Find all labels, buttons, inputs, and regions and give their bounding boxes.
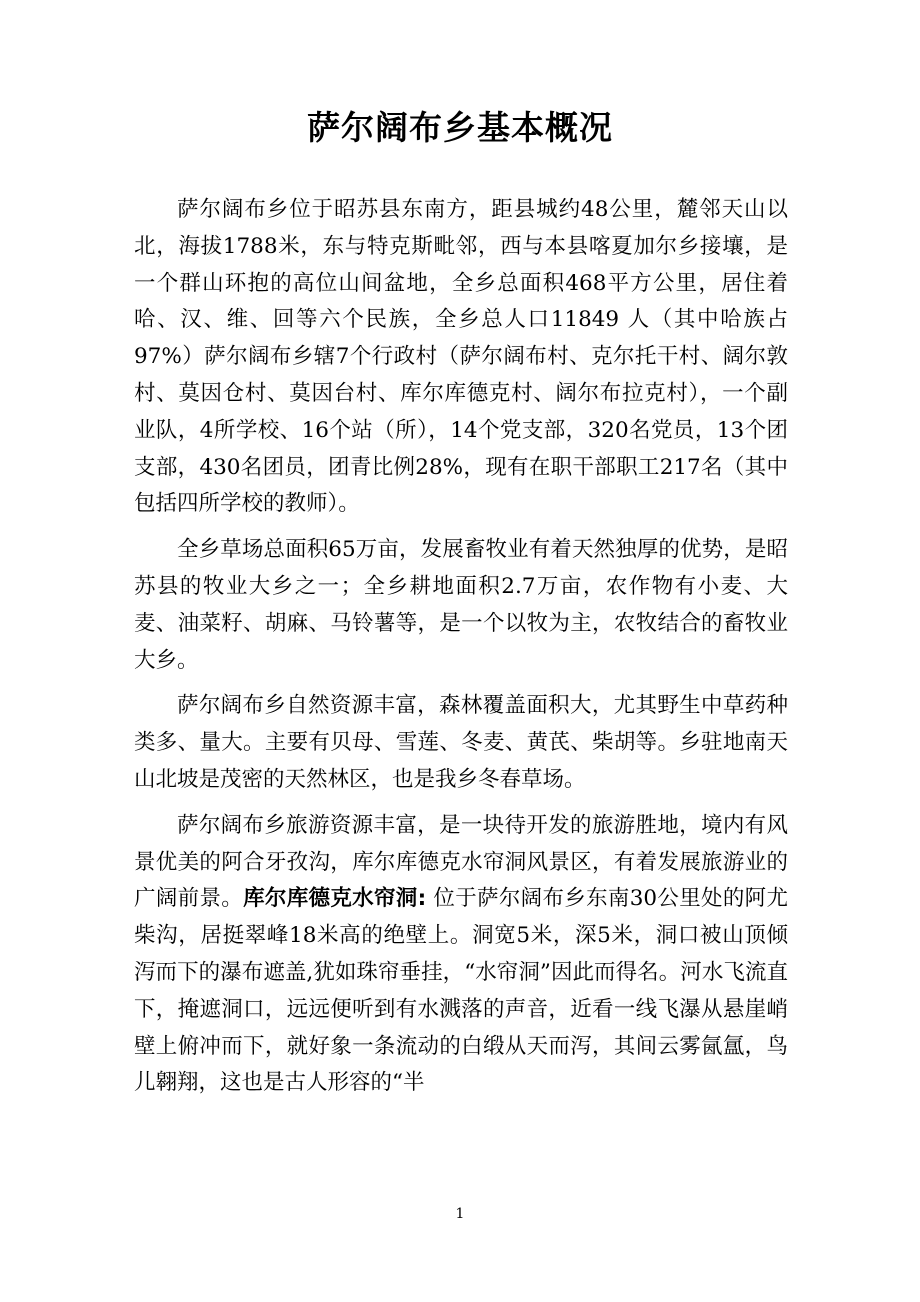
paragraph-grassland: 全乡草场总面积65万亩，发展畜牧业有着天然独厚的优势，是昭苏县的牧业大乡之一；全乡耕地面积2.7万亩，农作物有小麦、大麦、油菜籽、胡麻、马铃薯等，是一个以牧为主，农牧结合的畜牧业大乡。	[134, 537, 788, 673]
paragraph-overview: 萨尔阔布乡位于昭苏县东南方，距县城约48公里，麓邻天山以北，海拔1788米，东与特克斯毗邻，西与本县喀夏加尔乡接壤，是一个群山环抱的高位山间盆地，全乡总面积468平方公里，居住着哈、汉、维、回等六个民族，全乡总人口11849 人（其中哈族占97%）萨尔阔布乡辖7个行政村（萨尔阔布村、克尔托干村、阔尔敦村、莫因仓村、莫因台村、库尔库德克村、阔尔布拉克村），一个副业队，4所学校、16个站（所），14个党支部，320名党员，13个团支部，430名团员，团青比例28%，现有在职干部职工217名（其中包括四所学校的教师）。	[134, 197, 788, 517]
document-title: 萨尔阔布乡基本概况	[307, 108, 613, 147]
tourism-body: 位于萨尔阔布乡东南30公里处的阿尤柴沟，居挺翠峰18米高的绝壁上。洞宽5米，深5米，洞口被山顶倾泻而下的瀑布遮盖,犹如珠帘垂挂，“水帘洞”因此而得名。河水飞流直下，掩遮洞口，远远便听到有水溅落的声音，近看一线飞瀑从悬崖峭壁上俯冲而下，就好象一条流动的白缎从天而泻，其间云雾氤氲，鸟儿翱翔，这也是古人形容的“半	[134, 886, 788, 1096]
water-curtain-cave-heading: 库尔库德克水帘洞:	[243, 886, 427, 912]
paragraph-resources: 萨尔阔布乡自然资源丰富，森林覆盖面积大，尤其野生中草药种类多、量大。主要有贝母、雪莲、冬麦、黄芪、柴胡等。乡驻地南天山北坡是茂密的天然林区，也是我乡冬春草场。	[134, 693, 788, 792]
paragraph-tourism	[134, 808, 788, 1102]
tourism-intro: 萨尔阔布乡旅游资源丰富，是一块待开发的旅游胜地，境内有风景优美的阿合牙孜沟，库尔库德克水帘洞风景区，有着发展旅游业的广阔前景。	[134, 812, 788, 912]
page-number: 1	[455, 1206, 465, 1222]
document-body	[134, 192, 788, 1111]
